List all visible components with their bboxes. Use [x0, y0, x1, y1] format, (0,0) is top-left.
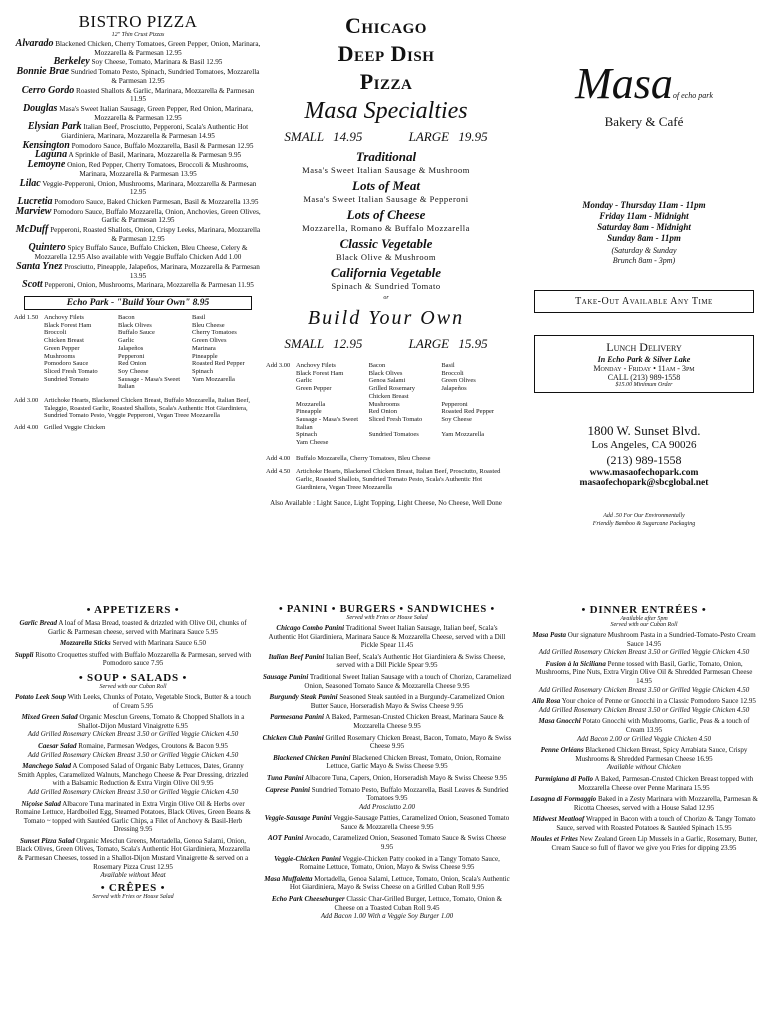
menu-item-name: Caesar Salad	[38, 741, 77, 750]
deepdish-add400-text: Buffalo Mozzarella, Cherry Tomatoes, Bleu Cheese	[296, 454, 431, 462]
bistro-byo-label: Echo Park - "Build Your Own" 8.95	[24, 296, 252, 310]
topping-item: Basil	[192, 313, 206, 321]
menu-item	[262, 653, 512, 670]
bistro-add150-grid	[44, 314, 262, 391]
soups-list	[14, 693, 252, 880]
menu-item-name: Blackened Chicken Panini	[273, 753, 351, 762]
topping-item: Jalapeños	[118, 344, 144, 352]
menu-item	[262, 754, 512, 771]
menu-item	[14, 123, 262, 140]
menu-item	[14, 651, 252, 668]
menu-item-name: Quintero	[28, 242, 66, 254]
specialty-name: Lots of Meat	[352, 178, 420, 193]
menu-item-desc: Pepperoni, Roasted Shallots, Onion, Crispy Leeks, Marinara, Mozzarella & Parmesan 12.95	[50, 226, 261, 243]
topping-item: Bleu Cheese	[192, 321, 225, 329]
topping-item: Cherry Tomatoes	[192, 329, 237, 337]
menu-item-desc: Italian Beef, Prosciutto, Pepperoni, Scala's Authentic Hot Giardiniera, Marinara, Mozzarella & Parmesan 14.95	[61, 123, 249, 141]
dinner-section	[530, 604, 758, 853]
menu-item-desc: Veggie-Chicken Patty cooked in a Tangy Tomato Sauce, Romaine Lettuce, Tomato, Onion, Mayo & Swiss Cheese 9.95	[299, 854, 500, 872]
topping-item: Green Pepper	[296, 385, 332, 393]
specialty-large-price: LARGE 19.95	[408, 129, 488, 144]
menu-item-addon: Add Grilled Rosemary Chicken Breast 3.50 or Grilled Veggie Chicken 4.50	[27, 787, 239, 796]
menu-item-desc: A Baked, Parmesan-Crusted Chicken Breast, Marinara Sauce & Mozzarella Cheese 9.95	[325, 713, 504, 730]
topping-item: Spinach	[192, 367, 213, 375]
menu-item-desc: Your choice of Penne or Gnocchi in a Classic Pomodoro Sauce 12.95	[561, 697, 756, 706]
menu-item-desc: Pomodoro Sauce, Buffalo Mozzarella, Basil & Parmesan 12.95	[71, 141, 254, 150]
menu-item-desc: Roasted Shallots & Garlic, Marinara, Mozzarella & Parmesan 11.95	[76, 86, 255, 104]
menu-item-name: Tuna Panini	[267, 773, 304, 782]
menu-item-name: Alla Rosa	[532, 697, 561, 706]
menu-item-desc: Sundried Tomato Pesto, Buffalo Mozzarella, Basil Leaves & Sundried Tomatoes 9.95	[311, 785, 509, 803]
menu-item-addon: Add Grilled Rosemary Chicken Breast 3.50 or Grilled Veggie Chicken 4.50	[27, 750, 239, 759]
specialty-desc: Spinach & Sundried Tomato	[331, 281, 441, 291]
menu-item-desc: Organic Mesclun Greens, Mortadella, Genoa Salami, Onion, Black Olives, Green Olives, Tomato, Scala's Authentic Hot Giardiniera, Mozzarella & Parmesan Cheeses, tossed in a Shallot-Dijon Mustard Vinaigrette & served on a Rosemary Pizza Crust 12.95	[15, 836, 251, 871]
topping-item: Pineapple	[296, 408, 322, 416]
menu-item-name: Penne Orléans	[540, 746, 584, 755]
phone: (213) 989-1558	[606, 453, 682, 467]
menu-item	[14, 619, 252, 636]
menu-item-desc: Our signature Mushroom Pasta in a Sundried-Tomato-Pesto Cream Sauce 14.95	[567, 631, 756, 648]
menu-item-desc: Baked in a Zesty Marinara with Mozzarella, Parmesan & Ricotta Cheeses, served with a House Salad 12.95	[573, 795, 758, 812]
topping-item: Chicken Breast	[44, 337, 84, 345]
hours-line: Saturday 8am - Midnight	[597, 222, 691, 232]
menu-item-name: Kensington	[22, 139, 70, 151]
menu-item-addon: Add Grilled Rosemary Chicken Breast 3.50 or Grilled Veggie Chicken 4.50	[538, 685, 750, 694]
menu-item-desc: Classic Char-Grilled Burger, Lettuce, Tomato, Onion & Cheese on a Toasted Cuban Roll 9.45	[334, 895, 503, 912]
specialties-title: Masa Specialties	[304, 98, 468, 124]
menu-item-desc: A Composed Salad of Organic Baby Lettuces, Dates, Granny Smith Apples, Caramelized Walnuts, Manchego Cheese & Pear Dressing, drizzled with a Balsamic Reduction & Extra Virgin Olive Oil 9.95	[17, 762, 249, 788]
menu-item-desc: Romaine, Parmesan Wedges, Croutons & Bacon 9.95	[78, 741, 228, 750]
hours-line: Sunday 8am - 11pm	[607, 233, 681, 243]
menu-item-name: Douglas	[22, 102, 58, 114]
deepdish-add450-label: Add 4.50	[266, 468, 291, 476]
menu-item-desc: New Zealand Green Lip Mussels in a Garlic, Rosemary, Butter, Cream Sauce so full of flavor we give you Fries for dipping 23.95	[551, 835, 758, 853]
menu-item-desc: Albacore Tuna, Capers, Onion, Horseradish Mayo & Swiss Cheese 9.95	[304, 773, 507, 782]
menu-item-desc: Soy Cheese, Tomato, Marinara & Basil 12.95	[91, 58, 223, 67]
menu-item-name: McDuff	[15, 224, 49, 236]
menu-item	[14, 226, 262, 243]
menu-item	[530, 746, 758, 772]
topping-item: Black Forest Ham	[44, 321, 92, 329]
topping-item: Anchovy Filets	[296, 362, 336, 369]
menu-item-desc: A loaf of Masa Bread, toasted & drizzled with Olive Oil, chunks of Garlic & Parmesan cheese, served with Marinara Sauce 5.95	[48, 619, 247, 636]
brunch-line2: Brunch 8am - 3pm)	[612, 256, 676, 265]
menu-item-desc: Blackened Chicken, Cherry Tomatoes, Green Pepper, Onion, Marinara, Mozzarella & Parmesan 12.95	[55, 40, 261, 57]
eco-line2: Friendly Bamboo & Sugarcane Packaging	[592, 521, 696, 527]
topping-item: Sundried Tomato	[44, 375, 89, 383]
menu-item-desc: Veggie-Pepperoni, Onion, Mushrooms, Marinara, Mozzarella & Parmesan 12.95	[42, 179, 257, 197]
topping-item: Garlic	[296, 377, 313, 385]
panini-subtitle: Served with Fries or House Salad	[346, 615, 428, 621]
menu-item-desc: Seasoned Steak sautéed in a Burgundy-Caramelized Onion Butter Sauce, Horseradish Mayo & Swiss Cheese 9.95	[310, 693, 505, 710]
bistro-title: BISTRO PIZZA	[78, 12, 198, 31]
menu-item	[262, 693, 512, 710]
topping-item: Soy Cheese	[441, 415, 472, 423]
menu-item-name: Chicago Combo Panini	[276, 624, 345, 632]
menu-item-addon: Add Grilled Rosemary Chicken Breast 3.50 or Grilled Veggie Chicken 4.50	[538, 648, 750, 657]
panini-section	[262, 604, 512, 921]
byo-small-price: SMALL 12.95	[284, 336, 363, 351]
topping-item: Mushrooms	[368, 400, 400, 408]
menu-item-desc: Masa's Sweet Italian Sausage, Green Pepper, Red Onion, Marinara, Mozzarella & Parmesan 12.95	[59, 104, 254, 122]
menu-item	[14, 40, 262, 57]
menu-item	[14, 68, 262, 85]
menu-item-name: AOT Panini	[267, 834, 304, 843]
menu-item	[14, 177, 262, 197]
topping-item: Mozzarella	[296, 400, 326, 408]
topping-item: Basil	[441, 362, 455, 369]
brunch-line1: (Saturday & Sunday	[611, 246, 677, 255]
dinner-subtitle-line1: Available after 5pm	[620, 616, 668, 622]
menu-item-name: Laguna	[34, 149, 68, 161]
menu-item-desc: Albacore Tuna marinated in Extra Virgin Olive Oil & Herbs over Romaine Lettuce, Hardboiled Egg, Steamed Potatoes, Black Olives, Green Beans & Tomato ~ topped with Sautéed Garlic Chips, a Filet of Anchovy & Basil-Herb Dressing 9.95	[15, 799, 251, 834]
topping-item: Green Olives	[441, 377, 476, 385]
menu-item-desc: Sundried Tomato Pesto, Spinach, Sundried Tomatoes, Mozzarella & Parmesan 12.95	[70, 68, 260, 85]
menu-item-desc: A Sprinkle of Basil, Marinara, Mozzarella & Parmesan 9.95	[68, 151, 242, 160]
menu-item-name: Parmesana Panini	[270, 713, 324, 722]
lunch-days: Monday - Friday • 11am - 3pm	[593, 364, 695, 373]
menu-item-desc: Blackened Chicken Breast, Spicy Arrabiata Sauce, Crispy Mushrooms & Shredded Parmesan Cheese 16.95	[575, 746, 748, 763]
menu-item-name: Manchego Salad	[22, 762, 72, 771]
menu-item	[262, 713, 512, 730]
menu-item	[14, 762, 252, 796]
panini-title: • PANINI • BURGERS • SANDWICHES •	[279, 604, 495, 615]
menu-item-name: Lucretia	[17, 195, 53, 207]
menu-item-addon: Available without Meat	[100, 871, 166, 880]
lunch-title: Lunch Delivery	[606, 340, 682, 354]
city: Los Angeles, CA 90026	[591, 439, 697, 451]
deepdish-add300-grid	[296, 362, 510, 447]
or-divider: or	[383, 295, 389, 301]
appetizers-list	[14, 619, 252, 668]
dinner-title: • DINNER ENTRÉES •	[581, 604, 707, 616]
menu-item-name: Italian Beef Panini	[268, 652, 325, 661]
topping-item: Genoa Salami	[368, 377, 406, 385]
menu-item-name: Mixed Green Salad	[21, 713, 78, 722]
menu-item	[262, 814, 512, 831]
topping-item: Grilled Rosemary Chicken Breast	[368, 385, 416, 400]
menu-item	[14, 161, 262, 178]
deepdish-add300-row	[262, 362, 510, 447]
eco-line1: Add .50 For Our Environmentally	[603, 513, 685, 519]
menu-item-name: Lilac	[19, 177, 41, 189]
topping-item: Spinach	[296, 431, 317, 439]
hours-list	[530, 200, 758, 244]
menu-item-desc: Pomodoro Sauce, Buffalo Mozzarella, Onion, Anchovies, Green Olives, Garlic & Parmesan 12.95	[53, 207, 261, 225]
menu-item	[262, 624, 512, 650]
hours-line: Monday - Thursday 11am - 11pm	[582, 200, 706, 210]
address: 1800 W. Sunset Blvd.	[587, 423, 701, 438]
bistro-add150-row	[14, 314, 262, 391]
topping-item: Pineapple	[192, 352, 218, 360]
byo-title: Build Your Own	[307, 307, 465, 329]
menu-item-name: Sausage Panini	[262, 672, 309, 681]
takeout-box: Take-Out Available Any Time	[534, 290, 754, 313]
menu-item-desc: Organic Mesclun Greens, Tomato & Chopped Shallots in a Shallot-Dijon Mustard Vinaigrette 6.95	[78, 713, 245, 730]
website-link[interactable]: www.masaofechopark.com	[589, 468, 699, 478]
menu-item-name: Masa Pasta	[532, 631, 566, 639]
menu-item-name: Elysian Park	[27, 121, 82, 133]
lunch-area: In Echo Park & Silver Lake	[597, 355, 691, 364]
masa-logo-sub: of echo park	[672, 91, 713, 100]
topping-item: Sliced Fresh Tomato	[44, 367, 98, 375]
topping-item: Roasted Red Pepper	[441, 408, 495, 416]
menu-item-desc: Wrapped in Bacon with a touch of Chorizo & Tangy Tomato Sauce, served with Roasted Potatoes & Sautéed Spinach 15.95	[556, 815, 756, 832]
menu-item	[14, 102, 262, 122]
menu-item-desc: Traditional Sweet Italian Sausage, Italian beef, Scala's Authentic Hot Giardiniera, Marinara Sauce & Mozzarella Cheese, served with a Dill Pickle Spear 11.45	[268, 624, 506, 650]
specialty-name: Traditional	[355, 149, 417, 164]
topping-item: Yam Cheese	[296, 439, 329, 447]
menu-item	[14, 84, 262, 104]
menu-item-addon: Add Grilled Rosemary Chicken Breast 3.50 or Grilled Veggie Chicken 4.50	[538, 705, 750, 714]
menu-item-desc: Risotto Croquettes stuffed with Buffalo Mozzarella & Parmesan, served with Pomodoro sauce 7.95	[35, 650, 252, 668]
topping-item: Red Onion	[368, 408, 398, 416]
specialty-small-price: SMALL 14.95	[284, 129, 363, 144]
menu-item	[14, 260, 262, 280]
menu-item	[262, 734, 512, 751]
appetizers-soups-section	[14, 604, 252, 900]
appetizers-title: • APPETIZERS •	[86, 604, 180, 616]
menu-item-name: Garlic Bread	[19, 619, 57, 627]
topping-item: Yam Mozzarella	[192, 375, 235, 383]
menu-item-desc: Traditional Sweet Italian Sausage with a touch of Chorizo, Caramelized Onion, Seasoned Tomato Sauce & Mozzarella Cheese 9.95	[304, 672, 512, 690]
menu-item-name: Marview	[15, 205, 52, 217]
topping-item: Black Olives	[118, 321, 152, 329]
lunch-delivery-box	[534, 335, 754, 393]
topping-item: Roasted Red Pepper	[192, 360, 245, 368]
menu-item	[530, 775, 758, 792]
deepdish-add400-row	[262, 455, 510, 463]
menu-item	[14, 742, 252, 759]
menu-item-desc: Served with Marinara Sauce 6.50	[112, 639, 206, 648]
deepdish-add300-label: Add 3.00	[266, 362, 291, 369]
menu-item	[262, 875, 512, 892]
topping-item: Black Olives	[368, 369, 403, 377]
soups-title: • SOUP • SALADS •	[78, 671, 188, 684]
deepdish-title-line2: Deep Dish	[337, 41, 435, 66]
menu-item-name: Suppli	[14, 650, 34, 659]
menu-item-name: Santa Ynez	[16, 260, 63, 272]
menu-item-addon: Add Prosciutto 2.00	[359, 802, 415, 811]
menu-item	[14, 837, 252, 880]
bistro-add400-text: Grilled Veggie Chicken	[44, 424, 106, 432]
bistro-add300-text: Artichoke Hearts, Blackened Chicken Breast, Buffalo Mozzarella, Italian Beef, Taleggio, Roasted Garlic, Roasted Shallots, Scala's Authentic Hot Giardiniera, Sundried Tomato Pesto, Veggie Pepperoni, Vegan Treee Mozzarella	[44, 397, 250, 420]
topping-item: Sliced Fresh Tomato	[368, 415, 423, 423]
menu-item-addon: Available without Chicken	[607, 763, 681, 772]
specialty-desc: Masa's Sweet Italian Sausage & Mushroom	[302, 165, 470, 175]
deep-dish-section	[262, 0, 510, 508]
bakery-cafe: Bakery & Café	[604, 114, 684, 129]
menu-item	[14, 205, 262, 225]
menu-item-name: Fusion à la Siciliana	[545, 659, 606, 668]
menu-item	[262, 855, 512, 872]
menu-item	[262, 834, 512, 851]
menu-item-name: Niçoise Salad	[21, 799, 61, 808]
bistro-pizza-list	[14, 40, 262, 290]
menu-item-desc: Blackened Chicken Breast, Tomato, Onion, Romaine Lettuce, Garlic Mayo & Swiss Cheese 9.95	[326, 753, 501, 771]
dinner-subtitle-line2: Served with our Cuban Roll	[610, 622, 678, 628]
menu-item-desc: Mortadella, Genoa Salami, Lettuce, Tomato, Onion, Scala's Authentic Hot Giardiniera, Mayo & Swiss Cheese on a Grilled Cuban Roll 9.95	[289, 874, 510, 892]
bistro-add150-label: Add 1.50	[14, 313, 39, 321]
specialty-name: Classic Vegetable	[339, 236, 433, 251]
masa-info-section	[530, 0, 758, 528]
bistro-subtitle: 12" Thin Crust Pizzas	[111, 32, 165, 38]
menu-item-addon: Add Bacon 1.00 With a Veggie Soy Burger 1.00	[320, 912, 454, 921]
menu-item	[262, 673, 512, 690]
bistro-add400-label: Add 4.00	[14, 424, 39, 432]
deepdish-add450-row	[262, 468, 510, 491]
menu-item	[14, 693, 252, 710]
menu-item-desc: Potato Gnocchi with Mushrooms, Garlic, Peas & a touch of Cream 13.95	[582, 717, 750, 734]
specialty-desc: Masa's Sweet Italian Sausage & Pepperoni	[303, 194, 469, 204]
menu-item-desc: Grilled Rosemary Chicken Breast, Bacon, Tomato, Mayo & Swiss Cheese 9.95	[325, 733, 512, 751]
menu-item	[14, 800, 252, 834]
menu-item	[530, 660, 758, 694]
menu-item-desc: Onion, Red Pepper, Cherry Tomatoes, Broccoli & Mushrooms, Marinara, Mozzarella & Parmesan 13.95	[67, 161, 249, 178]
lunch-minimum: $15.00 Minimum Order	[615, 382, 673, 388]
menu-item	[262, 895, 512, 921]
topping-item: Mushrooms	[44, 352, 76, 360]
menu-item	[530, 795, 758, 812]
menu-item-name: Caprese Panini	[265, 785, 310, 794]
topping-item: Bacon	[368, 362, 386, 369]
bistro-pizza-section	[14, 12, 262, 432]
deepdish-title-line1: Chicago	[345, 13, 427, 38]
topping-item: Anchovy Filets	[44, 313, 84, 321]
topping-item: Marinara	[192, 344, 216, 352]
topping-item: Black Forest Ham	[296, 369, 344, 377]
menu-item-name: Burgundy Steak Panini	[269, 693, 338, 702]
topping-item: Pepperoni	[441, 400, 468, 408]
topping-item: Green Olives	[192, 337, 227, 345]
topping-item: Jalapeños	[441, 385, 467, 393]
menu-item-desc: Spicy Buffalo Sauce, Buffalo Chicken, Bleu Cheese, Celery & Mozzarella 12.95 Also available with Veggie Buffalo Chicken Add 1.00	[34, 244, 248, 262]
topping-item: Buffalo Sauce	[118, 329, 155, 337]
topping-item: Soy Cheese	[118, 367, 149, 375]
topping-item: Sundried Tomatoes	[368, 431, 419, 439]
email-link[interactable]: masaofechopark@sbcglobal.net	[579, 478, 709, 488]
menu-item-name: Scott	[22, 279, 43, 291]
menu-item-name: Mozzarella Sticks	[59, 639, 111, 648]
menu-item-name: Potato Leek Soup	[15, 692, 66, 701]
menu-item	[14, 281, 262, 290]
specialty-name: California Vegetable	[330, 265, 442, 280]
deepdish-title-line3: Pizza	[359, 69, 413, 94]
topping-item: Pepperoni	[118, 352, 145, 360]
deepdish-add450-text: Artichoke Hearts, Blackened Chicken Breast, Italian Beef, Prosciutto, Roasted Garlic, Roasted Shallots, Sundried Tomato Pesto, Scala's Authentic Hot Giardiniera, Vegan Treee Mozzarella	[296, 468, 501, 491]
soups-subtitle: Served with our Cuban Roll	[99, 683, 167, 690]
menu-item-name: Cerro Gordo	[21, 84, 75, 96]
specialty-desc: Mozzarella, Romano & Buffalo Mozzarella	[302, 223, 470, 233]
menu-item-addon: Add Grilled Rosemary Chicken Breast 3.50 or Grilled Veggie Chicken 4.50	[27, 730, 239, 739]
menu-item-desc: Pomodoro Sauce, Baked Chicken Parmesan, Basil & Mozzarella 13.95	[54, 197, 259, 206]
panini-list	[262, 624, 512, 921]
topping-item: Sausage - Masa's Sweet Italian	[296, 415, 359, 431]
menu-item	[530, 631, 758, 657]
specialty-desc: Black Olive & Mushroom	[335, 252, 436, 262]
menu-item-name: Berkeley	[53, 56, 90, 68]
menu-item-name: Echo Park Cheeseburger	[271, 895, 345, 904]
specialties-list	[262, 149, 510, 291]
topping-item: Red Onion	[118, 360, 147, 368]
dinner-list	[530, 631, 758, 853]
topping-item: Broccoli	[44, 329, 67, 337]
menu-item-name: Bonnie Brae	[16, 66, 70, 78]
menu-item-addon: Add Bacon 2.00 or Grilled Veggie Chicken 4.50	[577, 734, 711, 743]
menu-item-name: Masa Muffaletta	[264, 874, 313, 883]
menu-item	[530, 835, 758, 852]
menu-item	[14, 244, 262, 261]
also-available: Also Available : Light Sauce, Light Topping, Light Cheese, No Cheese, Well Done	[270, 498, 502, 507]
menu-item-desc: With Leeks, Chunks of Potato, Vegetable Stock, Butter & a touch of Cream 5.95	[67, 692, 251, 710]
bistro-add300-label: Add 3.00	[14, 397, 39, 405]
menu-item-name: Lasagna di Formaggio	[530, 795, 597, 804]
menu-item	[262, 786, 512, 812]
topping-item: Green Pepper	[44, 344, 80, 352]
crepes-title: • CRÊPES •	[100, 881, 166, 894]
topping-item: Yam Mozzarella	[441, 431, 485, 439]
menu-item	[530, 697, 758, 714]
topping-item: Bacon	[118, 313, 135, 321]
menu-item-name: Midwest Meatloaf	[532, 815, 585, 824]
menu-item-desc: Prosciutto, Pineapple, Jalapeños, Marinara, Mozzarella & Parmesan 13.95	[64, 262, 260, 280]
specialty-name: Lots of Cheese	[346, 207, 426, 222]
menu-item-name: Veggie-Sausage Panini	[264, 814, 332, 823]
menu-item	[14, 639, 252, 648]
menu-item-name: Masa Gnocchi	[538, 717, 581, 726]
menu-item-name: Lemoyne	[27, 159, 66, 171]
menu-item-desc: Avocado, Caramelized Onion, Seasoned Tomato Sauce & Swiss Cheese 9.95	[304, 834, 506, 852]
crepes-subtitle: Served with Fries or House Salad	[92, 893, 174, 900]
menu-item-name: Alvarado	[15, 38, 54, 49]
menu-item-desc: A Baked, Parmesan-Crusted Chicken Breast topped with Mozzarella Cheese over Penne Marinara 15.95	[578, 774, 754, 792]
hours-line: Friday 11am - Midnight	[599, 211, 689, 221]
byo-large-price: LARGE 15.95	[408, 336, 488, 351]
menu-item-name: Chicken Club Panini	[262, 733, 324, 742]
menu-item-desc: Pepperoni, Onion, Mushrooms, Marinara, Mozzarella & Parmesan 11.95	[44, 281, 254, 290]
menu-item	[530, 717, 758, 743]
menu-item-name: Veggie-Chicken Panini	[274, 854, 341, 863]
topping-item: Garlic	[118, 337, 135, 345]
topping-item: Sausage - Masa's Sweet Italian	[118, 375, 181, 391]
menu-item	[14, 713, 252, 739]
topping-item: Pomodoro Sauce	[44, 360, 89, 368]
menu-item	[530, 815, 758, 832]
bistro-add400-row	[14, 424, 262, 432]
menu-item-desc: Veggie-Sausage Patties, Caramelized Onion, Seasoned Tomato Sauce & Mozzarella Cheese 9.95	[333, 814, 510, 831]
menu-item-name: Moules et Frites	[530, 835, 578, 844]
lunch-call: CALL (213) 989-1558	[607, 373, 681, 382]
topping-item: Broccoli	[441, 369, 464, 377]
menu-item-name: Sunset Pizza Salad	[20, 836, 75, 845]
menu-item-desc: Italian Beef, Scala's Authentic Hot Giardiniera & Swiss Cheese, served with a Dill Pickle Spear 9.95	[326, 652, 506, 670]
menu-item	[262, 774, 512, 783]
deepdish-add400-label: Add 4.00	[266, 454, 291, 462]
bistro-add300-row	[14, 397, 262, 420]
masa-logo-text: Masa	[575, 59, 673, 108]
menu-item-desc: Penne tossed with Basil, Garlic, Tomato, Onion, Mushrooms, Pine Nuts, Extra Virgin Olive Oil & Shredded Parmesan Cheese 14.95	[535, 659, 753, 685]
masa-logo	[530, 59, 758, 118]
menu-item-name: Parmigiana di Pollo	[534, 774, 594, 783]
